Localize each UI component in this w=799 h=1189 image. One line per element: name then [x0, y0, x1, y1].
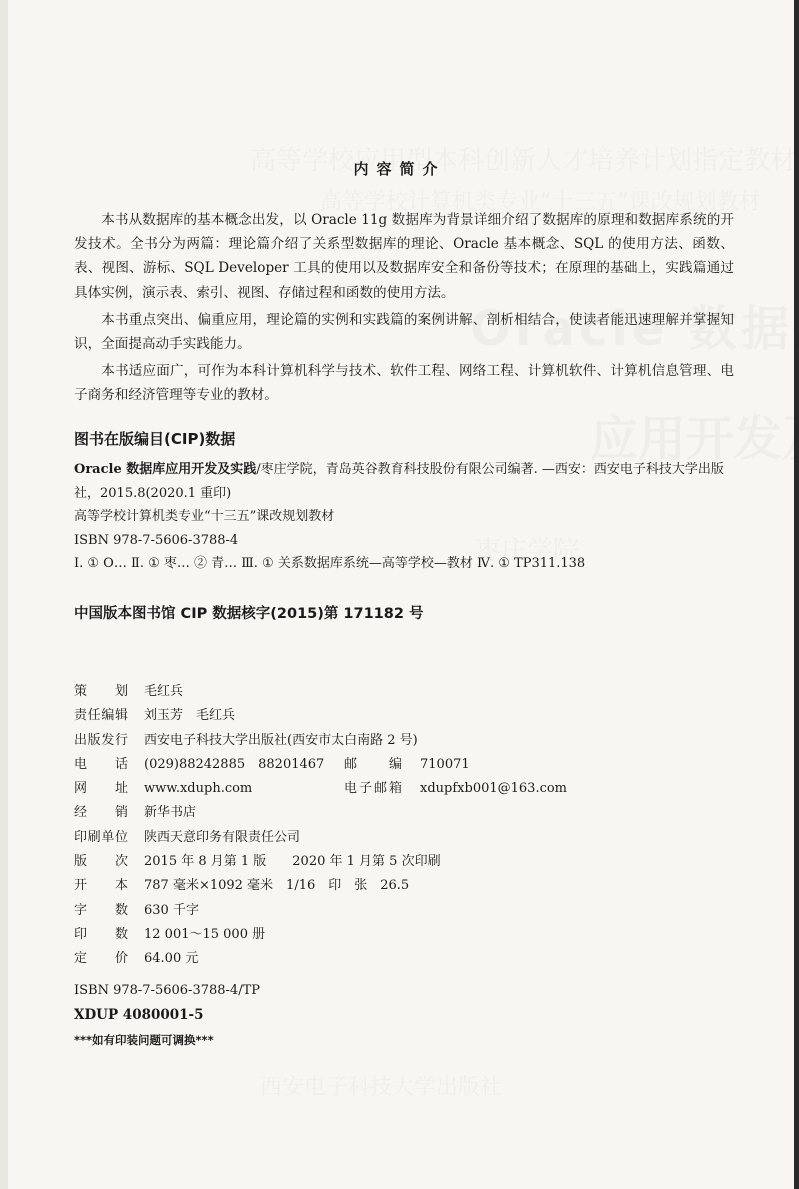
- cip-heading: 图书在版编目(CIP)数据: [74, 430, 236, 448]
- info-value: www.xduph.com: [144, 781, 253, 797]
- intro-paragraph: 本书从数据库的基本概念出发，以 Oracle 11g 数据库为背景详细介绍了数据库的原理和数据库系统的开发技术。全书分为两篇：理论篇介绍了关系型数据库的理论、Oracle 基本概念、SQL 的使用方法、函数、表、视图、游标、SQL Developer 工具的使用以及数据库安全和备份等技术；在原理的基础上，实践篇通过具体实例，演示表、索引、视图、存储过程和函数的使用方法。: [74, 212, 734, 301]
- info-value: 西安电子科技大学出版社(西安市太白南路 2 号): [144, 732, 418, 748]
- info-row-distribution: [74, 801, 197, 825]
- info-value: (029)88242885 88201467: [144, 756, 325, 772]
- info-label: 邮编: [344, 756, 402, 772]
- info-value: 787 毫米×1092 毫米 1/16 印 张 26.5: [144, 878, 410, 894]
- info-row-publisher: [74, 729, 418, 753]
- isbn-full: ISBN 978-7-5606-3788-4/TP: [74, 983, 260, 998]
- cip-isbn: ISBN 978-7-5606-3788-4: [74, 532, 239, 548]
- info-label: 出版发行: [74, 732, 128, 748]
- intro-paragraph: 本书适应面广，可作为本科计算机科学与技术、软件工程、网络工程、计算机软件、计算机信息管理、电子商务和经济管理等专业的教材。: [74, 363, 734, 404]
- info-label: 定价: [74, 951, 128, 967]
- info-value: 刘玉芳 毛红兵: [144, 708, 236, 724]
- info-label: 责任编辑: [74, 708, 128, 724]
- show-through-text: [260, 1070, 502, 1101]
- info-value: 毛红兵: [144, 684, 184, 699]
- page-title: 内容简介: [353, 160, 446, 178]
- info-value: 64.00 元: [144, 951, 199, 967]
- info-value: 2015 年 8 月第 1 版 2020 年 1 月第 5 次印刷: [144, 854, 441, 870]
- book-title: Oracle 数据库应用开发及实践: [74, 462, 257, 477]
- info-label: 印刷单位: [74, 829, 128, 845]
- info-value: 710071: [420, 756, 470, 772]
- info-row-web: [74, 777, 568, 801]
- info-label: 电话: [74, 756, 128, 772]
- info-row-editor: [74, 704, 236, 728]
- info-value: 12 001～15 000 册: [144, 926, 266, 942]
- info-row-phone: [74, 753, 470, 777]
- info-label: 版次: [74, 854, 128, 870]
- cip-classification: Ⅰ. ① O… Ⅱ. ① 枣… ② 青… Ⅲ. ① 关系数据库系统—高等学校—教材 Ⅳ. ① TP311.138: [74, 556, 586, 571]
- info-row-edition: [74, 850, 441, 874]
- cip-authors: /枣庄学院，青岛英谷教育科技股份有限公司编著. —西安：西安电子科技大学出版社，2015.8(2020.1 重印): [74, 462, 724, 501]
- intro-paragraph: 本书重点突出、偏重应用，理论篇的实例和实践篇的案例讲解、剖析相结合，使读者能迅速理解并掌握知识，全面提高动手实践能力。: [74, 311, 734, 353]
- info-row-plan: [74, 680, 184, 704]
- info-row-copies: [74, 923, 266, 947]
- info-label: 印数: [74, 926, 128, 942]
- info-value: xdupfxb001@163.com: [420, 781, 568, 797]
- info-row-price: [74, 947, 199, 971]
- info-row-format: [74, 874, 410, 898]
- info-row-printer: [74, 826, 301, 850]
- cip-block: [74, 458, 744, 576]
- cip-title-line: [74, 458, 744, 505]
- info-label: 开本: [74, 878, 128, 894]
- publication-info: [74, 680, 568, 972]
- info-value: 630 千字: [144, 902, 199, 918]
- cip-series: 高等学校计算机类专业“十三五”课改规划教材: [74, 509, 335, 524]
- info-value: 新华书店: [144, 805, 197, 821]
- info-label: 字数: [74, 902, 128, 918]
- info-value: 陕西天意印务有限责任公司: [144, 829, 301, 845]
- info-label: 经销: [74, 805, 128, 821]
- info-label: 网址: [74, 781, 128, 797]
- introduction: [74, 208, 734, 411]
- info-row-words: [74, 899, 199, 923]
- cip-number: 中国版本图书馆 CIP 数据核字(2015)第 171182 号: [74, 606, 424, 622]
- xdup-code: XDUP 4080001-5: [74, 1007, 204, 1023]
- print-notice: ***如有印装问题可调换***: [74, 1033, 214, 1047]
- info-label: 策划: [74, 684, 128, 699]
- info-label: 电子邮箱: [344, 781, 402, 797]
